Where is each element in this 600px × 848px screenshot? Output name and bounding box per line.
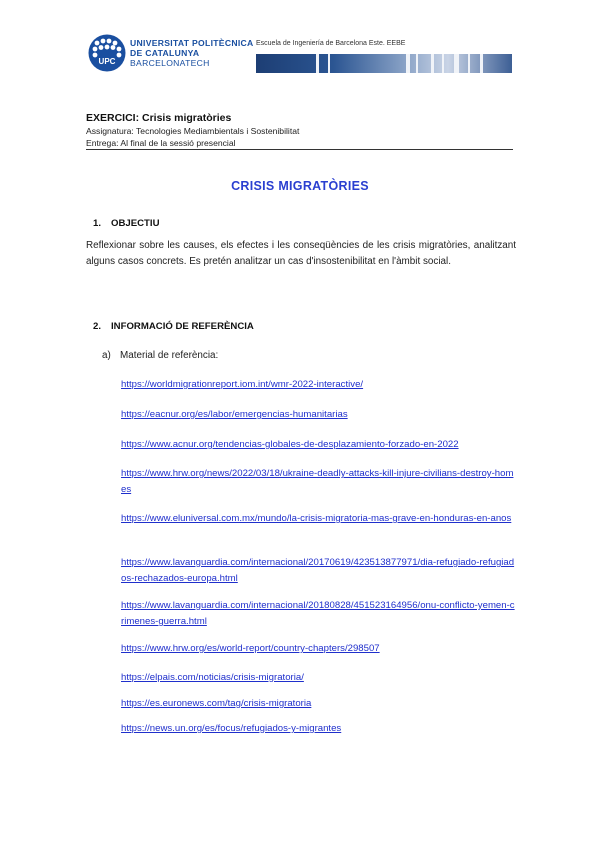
reference-link-7[interactable]: https://www.lavanguardia.com/internacional/20180828/451523164956/onu-conflicto-yemen-crimenes-guerra.html xyxy=(121,600,515,627)
reference-link-10[interactable]: https://es.euronews.com/tag/crisis-migratoria xyxy=(121,698,312,709)
reference-link-3[interactable]: https://www.acnur.org/tendencias-globales-de-desplazamiento-forzado-en-2022 xyxy=(121,439,459,450)
header-banner-image xyxy=(256,54,512,73)
section-title: INFORMACIÓ DE REFERÈNCIA xyxy=(111,321,254,332)
logo-line-1: UNIVERSITAT POLITÈCNICA xyxy=(130,38,254,48)
page-title: CRISIS MIGRATÒRIES xyxy=(231,179,369,193)
reference-link-5[interactable]: https://www.eluniversal.com.mx/mundo/la-crisis-migratoria-mas-grave-en-honduras-en-anos xyxy=(121,513,512,524)
reference-link-1[interactable]: https://worldmigrationreport.iom.int/wmr-2022-interactive/ xyxy=(121,379,364,390)
upc-logo-icon xyxy=(88,34,126,72)
reference-link-2[interactable]: https://eacnur.org/es/labor/emergencias-humanitarias xyxy=(121,409,348,420)
logo-line-2: DE CATALUNYA xyxy=(130,48,200,58)
exercise-title: EXERCICI: Crisis migratòries xyxy=(86,112,232,124)
reference-link-8[interactable]: https://www.hrw.org/es/world-report/country-chapters/298507 xyxy=(121,643,380,654)
logo-badge: UPC xyxy=(98,57,116,66)
reference-item-label xyxy=(102,350,218,361)
item-text: Material de referència: xyxy=(120,350,219,361)
logo-line-3: BARCELONATECH xyxy=(130,58,210,68)
objective-paragraph: Reflexionar sobre les causes, els efectes i les conseqüències de les crisis migratòries, analitzant alguns casos concrets. Es pretén analitzar un cas d'insostenibilitat en l'àmbit social. xyxy=(86,240,516,267)
item-letter: a) xyxy=(102,350,111,361)
reference-link-11[interactable]: https://news.un.org/es/focus/refugiados-y-migrantes xyxy=(121,723,342,734)
header-divider xyxy=(86,149,513,150)
delivery-line: Entrega: Al final de la sessió presencial xyxy=(86,138,236,148)
section-reference-heading xyxy=(93,321,254,332)
school-name: Escuela de Ingeniería de Barcelona Este. EEBE xyxy=(256,40,406,47)
subject-line: Assignatura: Tecnologies Mediambientals i Sostenibilitat xyxy=(86,126,300,136)
section-objective-heading xyxy=(93,218,160,229)
reference-link-9[interactable]: https://elpais.com/noticias/crisis-migratoria/ xyxy=(121,672,304,683)
reference-link-6[interactable]: https://www.lavanguardia.com/internacional/20170619/423513877971/dia-refugiado-refugiados-rechazados-europa.html xyxy=(121,557,515,584)
section-title: OBJECTIU xyxy=(111,218,160,229)
university-name xyxy=(130,38,254,68)
reference-link-4[interactable]: https://www.hrw.org/news/2022/03/18/ukraine-deadly-attacks-kill-injure-civilians-destroy-homes xyxy=(121,468,514,495)
section-number: 2. xyxy=(93,321,102,332)
section-number: 1. xyxy=(93,218,102,229)
